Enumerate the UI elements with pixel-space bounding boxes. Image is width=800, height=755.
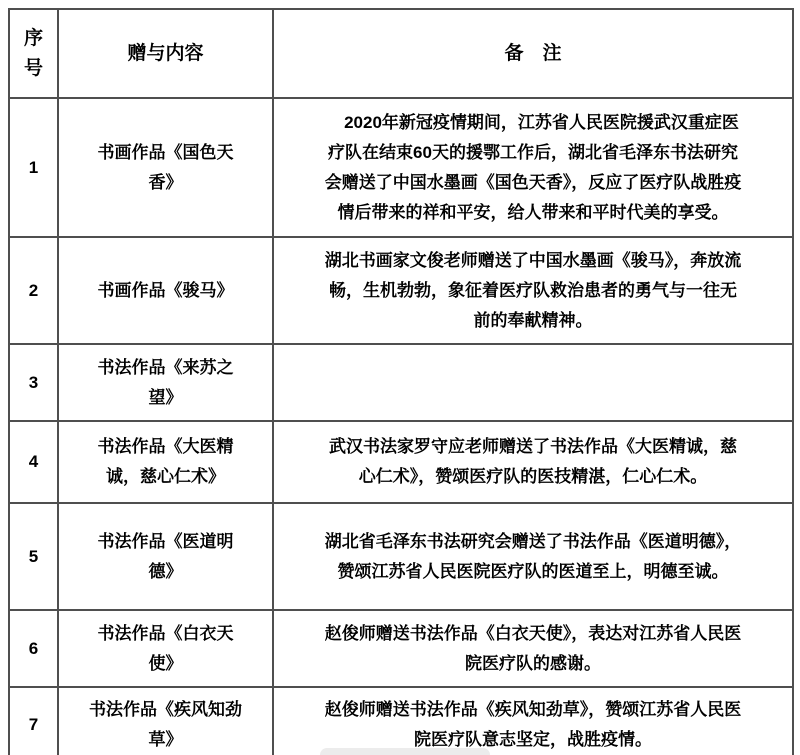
- table-row: [9, 687, 793, 755]
- cell-remark: 湖北书画家文俊老师赠送了中国水墨画《骏马》，奔放流畅，生机勃勃，象征着医疗队救治患者的勇气与一往无前的奉献精神。: [273, 237, 793, 344]
- cell-remark: 赵俊师赠送书法作品《疾风知劲草》，赞颂江苏省人民医院医疗队意志坚定，战胜疫情。: [273, 687, 793, 755]
- cell-no: 2: [9, 237, 58, 344]
- header-content: 赠与内容: [58, 9, 273, 98]
- cell-content: 书画作品《国色天香》: [58, 98, 273, 237]
- gift-table: [8, 8, 794, 755]
- bottom-edge-artifact: [320, 748, 490, 755]
- cell-content: 书画作品《骏马》: [58, 237, 273, 344]
- cell-no: 4: [9, 421, 58, 503]
- table-row: [9, 237, 793, 344]
- cell-remark: 2020年新冠疫情期间，江苏省人民医院援武汉重症医疗队在结束60天的援鄂工作后，湖北省毛泽东书法研究会赠送了中国水墨画《国色天香》，反应了医疗队战胜疫情后带来的祥和平安，给人带来和平时代美的享受。: [273, 98, 793, 237]
- cell-no: 6: [9, 610, 58, 687]
- cell-content: 书法作品《来苏之望》: [58, 344, 273, 421]
- cell-content: 书法作品《大医精诚，慈心仁术》: [58, 421, 273, 503]
- cell-content: 书法作品《医道明德》: [58, 503, 273, 610]
- cell-remark: 武汉书法家罗守应老师赠送了书法作品《大医精诚，慈心仁术》，赞颂医疗队的医技精湛，仁心仁术。: [273, 421, 793, 503]
- header-no: 序号: [9, 9, 58, 98]
- table-row: [9, 610, 793, 687]
- cell-content: 书法作品《白衣天使》: [58, 610, 273, 687]
- table-row: [9, 421, 793, 503]
- table-row: [9, 503, 793, 610]
- cell-remark: 赵俊师赠送书法作品《白衣天使》，表达对江苏省人民医院医疗队的感谢。: [273, 610, 793, 687]
- table-row: [9, 98, 793, 237]
- cell-remark: [273, 344, 793, 421]
- table-header-row: [9, 9, 793, 98]
- cell-no: 1: [9, 98, 58, 237]
- header-remark: 备 注: [273, 9, 793, 98]
- cell-no: 3: [9, 344, 58, 421]
- cell-content: 书法作品《疾风知劲草》: [58, 687, 273, 755]
- cell-no: 5: [9, 503, 58, 610]
- cell-no: 7: [9, 687, 58, 755]
- cell-remark: 湖北省毛泽东书法研究会赠送了书法作品《医道明德》，赞颂江苏省人民医院医疗队的医道至上，明德至诚。: [273, 503, 793, 610]
- table-row: [9, 344, 793, 421]
